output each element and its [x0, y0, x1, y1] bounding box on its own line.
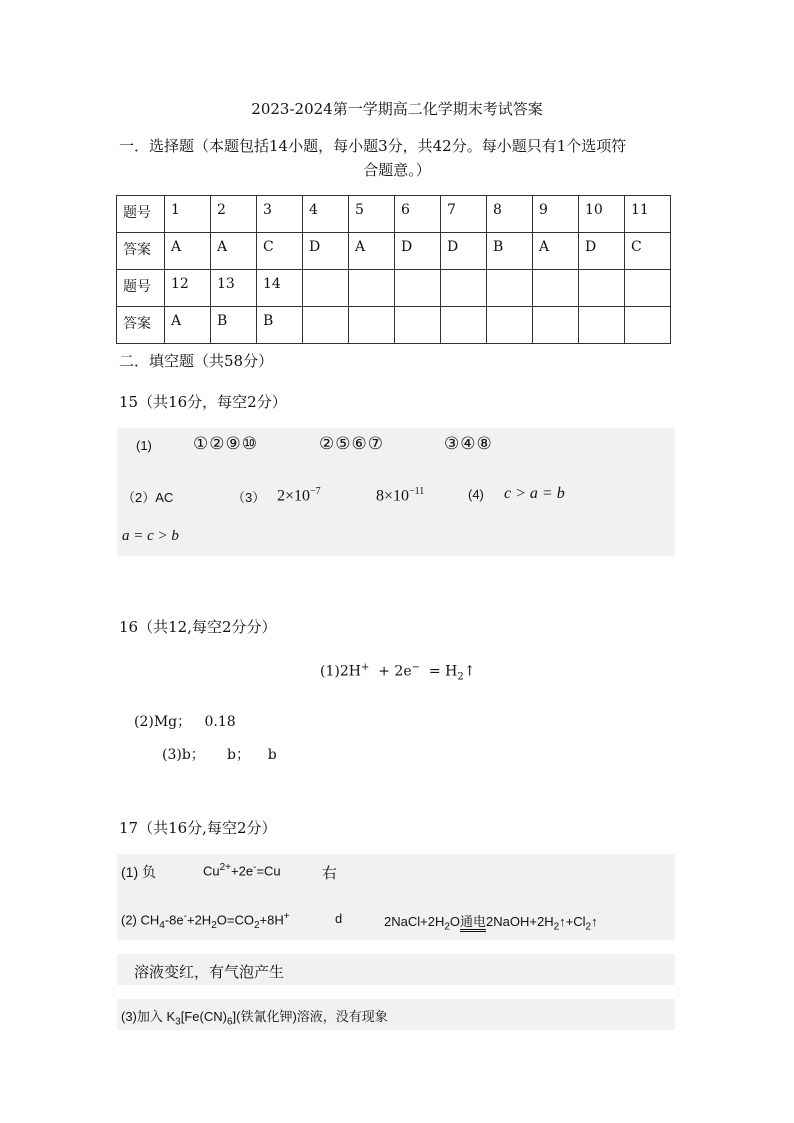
q15-part2: （2）AC [122, 490, 174, 505]
q17-part2-answer2: d [335, 911, 343, 926]
table-cell [349, 270, 395, 307]
section1-heading-line1: 一．选择题（本题包括14小题，每小题3分，共42分。每小题只有1个选项符 [119, 137, 627, 155]
table-cell [349, 307, 395, 344]
q15-part3-answer2: $8\times 10^{-11}$ [376, 486, 425, 505]
table-cell [579, 307, 625, 344]
table-cell: 题号 [117, 270, 165, 307]
table-cell: 5 [349, 196, 395, 233]
table-cell: A [349, 233, 395, 270]
table-cell [441, 270, 487, 307]
table-cell: 3 [257, 196, 303, 233]
table-cell: A [533, 233, 579, 270]
q16-part3: (3)b； b； b [162, 747, 277, 763]
q17-part2-equation1: (2) $CH_4-8e^-+2H_2O=CO_2+8H^+$ [121, 911, 290, 931]
section1-heading-line2: 合题意。） [363, 161, 431, 179]
table-cell: 9 [533, 196, 579, 233]
table-cell: D [441, 233, 487, 270]
table-cell: C [257, 233, 303, 270]
table-cell [533, 307, 579, 344]
section2-heading: 二．填空题（共58分） [119, 352, 274, 370]
table-cell: 题号 [117, 196, 165, 233]
table-cell [579, 270, 625, 307]
table-cell: 13 [211, 270, 257, 307]
table-cell: D [395, 233, 441, 270]
table-cell [303, 270, 349, 307]
q15-heading: 15（共16分，每空2分） [119, 393, 287, 411]
q17-heading: 17（共16分,每空2分） [119, 819, 277, 837]
table-cell: D [303, 233, 349, 270]
q15-part1-answer2: ②⑤⑥⑦ [319, 434, 384, 454]
table-cell [625, 270, 671, 307]
q17-part3-answer: (3)加入 $K_3[Fe(CN)_6]$(铁氰化钾)溶液，没有现象 [121, 1009, 388, 1028]
q15-part4-answer1: c > a = b [504, 485, 565, 502]
table-row [117, 307, 671, 344]
q15-part1-answer1: ①②⑨⑩ [193, 434, 258, 454]
table-row [117, 196, 671, 233]
table-cell: A [211, 233, 257, 270]
table-cell: B [257, 307, 303, 344]
table-cell [625, 307, 671, 344]
table-cell: C [625, 233, 671, 270]
table-cell [303, 307, 349, 344]
table-cell: 12 [165, 270, 211, 307]
q17-part1-equation: $Cu^{2+}+2e^-=Cu$ [203, 862, 281, 879]
table-cell: A [165, 307, 211, 344]
q17-part1-answer3: 右 [322, 864, 338, 882]
table-cell: B [487, 233, 533, 270]
q15-part1-answer3: ③④⑧ [444, 434, 493, 454]
q15-part3-label: （3） [232, 490, 266, 505]
table-cell [395, 307, 441, 344]
q17-part2-electrolysis-equation: $2NaCl+2H_2O$通电$2NaOH+2H_2↑+Cl_2↑$ [384, 914, 598, 933]
table-cell: A [165, 233, 211, 270]
q17-part1-label: (1) 负 [121, 864, 156, 880]
table-cell: 7 [441, 196, 487, 233]
q15-part4-answer2: a = c > b [122, 528, 179, 544]
q15-part1-label: (1) [136, 438, 152, 453]
table-cell [487, 307, 533, 344]
q15-part4-label: (4) [468, 487, 484, 502]
table-cell: D [579, 233, 625, 270]
answer-table [116, 195, 671, 344]
table-cell [441, 307, 487, 344]
table-cell: 14 [257, 270, 303, 307]
table-cell: 答案 [117, 307, 165, 344]
table-cell: 11 [625, 196, 671, 233]
q16-part2: (2)Mg； 0.18 [134, 714, 236, 730]
table-cell [487, 270, 533, 307]
table-cell: 6 [395, 196, 441, 233]
table-cell: 答案 [117, 233, 165, 270]
table-cell: 2 [211, 196, 257, 233]
table-cell: 10 [579, 196, 625, 233]
q16-heading: 16（共12,每空2分分） [119, 618, 277, 636]
table-row [117, 233, 671, 270]
q17-part2-answer4: 溶液变红，有气泡产生 [134, 963, 285, 981]
table-cell: B [211, 307, 257, 344]
table-cell [533, 270, 579, 307]
q16-part1: $(1)2H^+ + 2e^- = H_2↑$ [320, 662, 476, 683]
q15-part3-answer1: $2\times 10^{-7}$ [277, 486, 321, 505]
table-cell [395, 270, 441, 307]
table-row [117, 270, 671, 307]
table-cell: 1 [165, 196, 211, 233]
page-title: 2023-2024第一学期高二化学期末考试答案 [251, 100, 543, 118]
table-cell: 8 [487, 196, 533, 233]
table-cell: 4 [303, 196, 349, 233]
